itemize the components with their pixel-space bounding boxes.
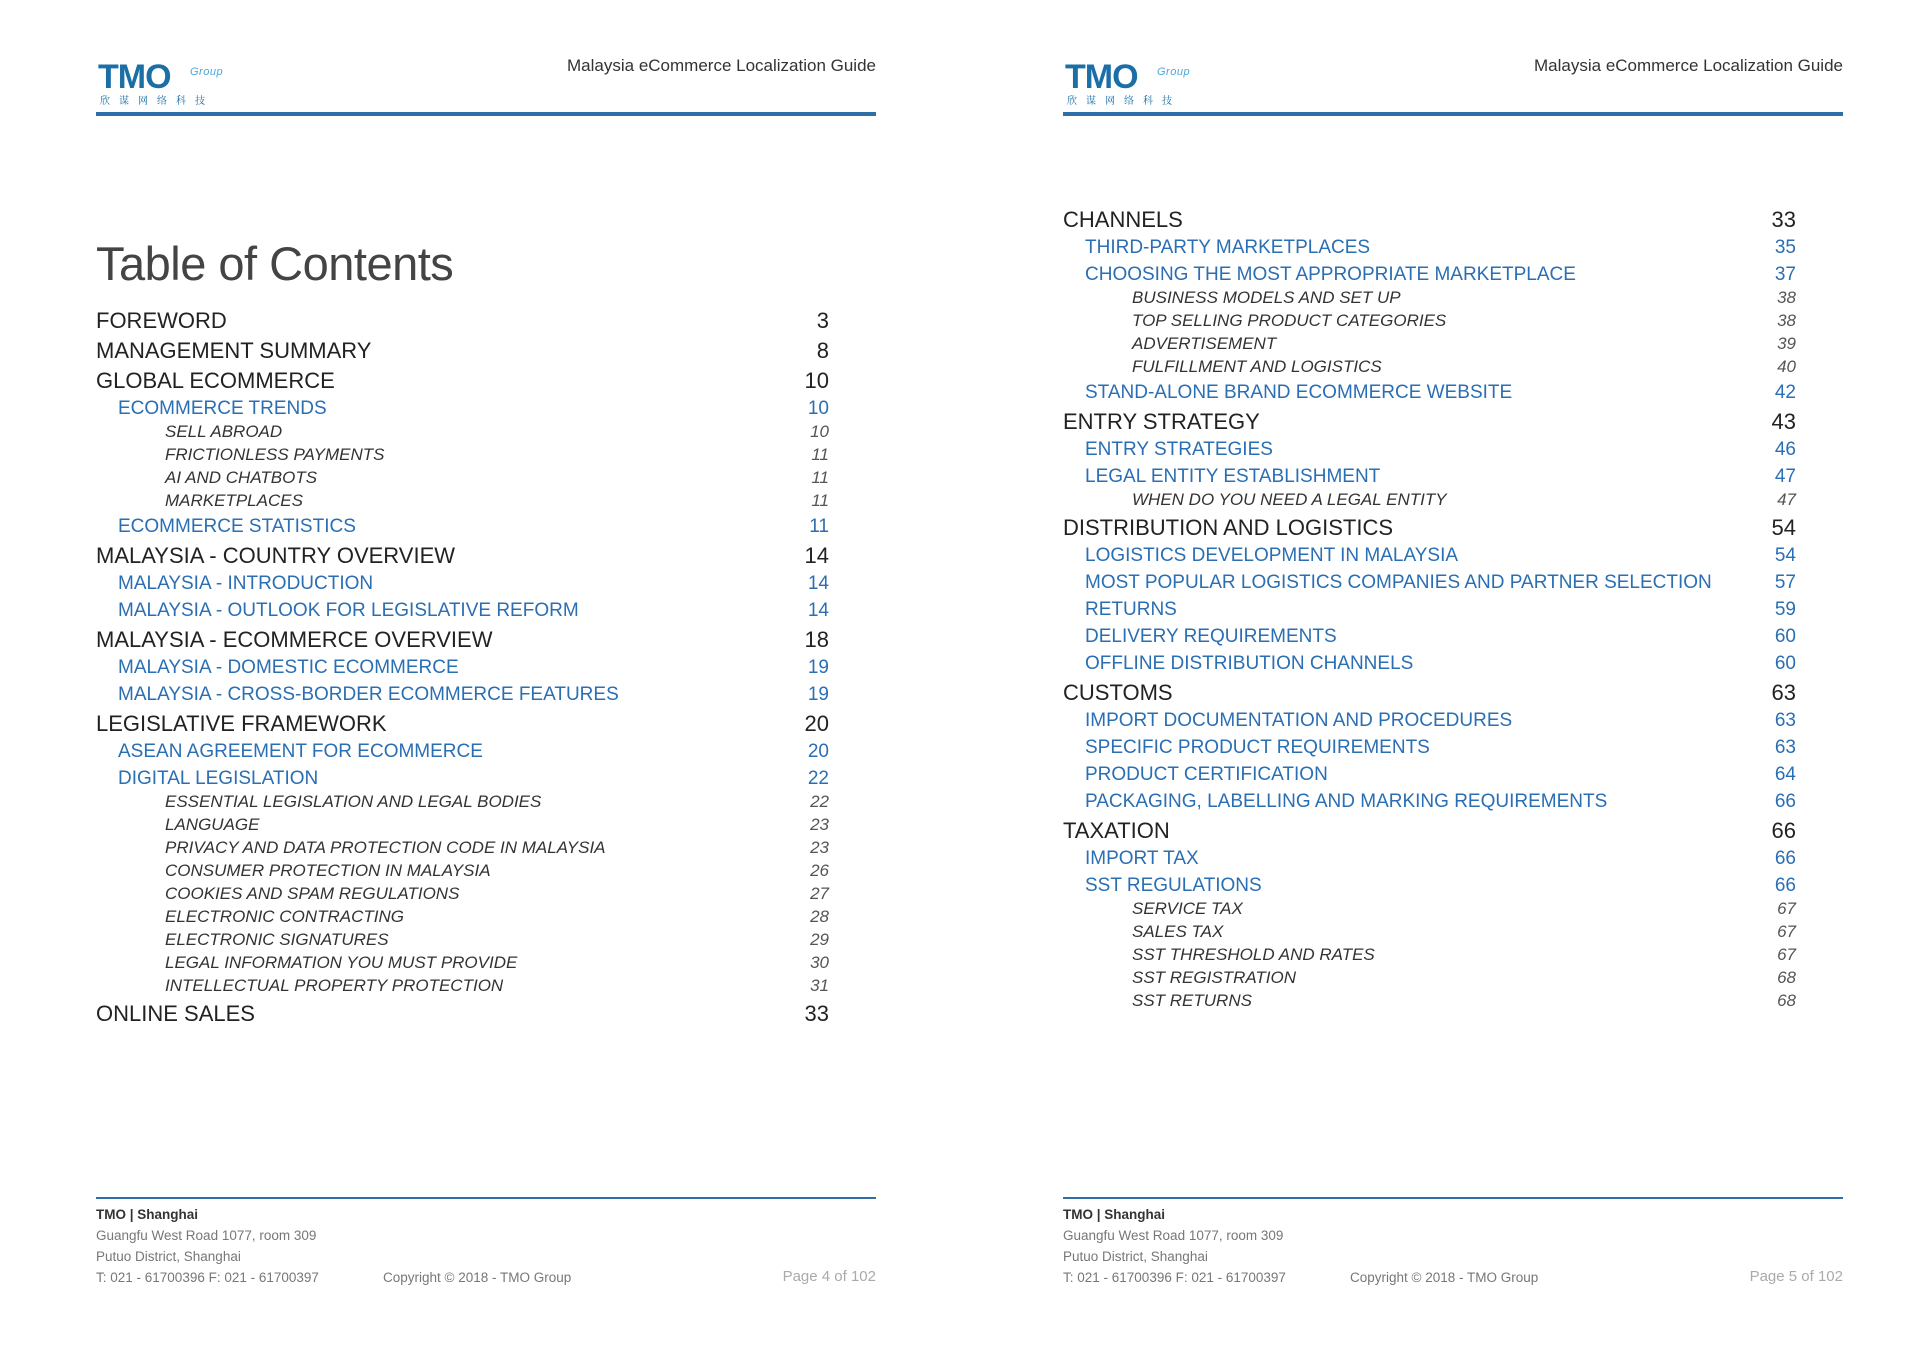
toc-entry-title: MALAYSIA - CROSS-BORDER ECOMMERCE FEATURES bbox=[118, 684, 619, 705]
toc-entry-page: 10 bbox=[810, 422, 829, 441]
toc-entry-title: SELL ABROAD bbox=[165, 422, 283, 441]
toc-entry-page: 19 bbox=[807, 657, 829, 678]
toc-entry[interactable] bbox=[96, 655, 829, 685]
toc-entry-page: 10 bbox=[804, 368, 829, 393]
toc-entry[interactable] bbox=[1063, 597, 1796, 627]
toc-entry-title: COOKIES AND SPAM REGULATIONS bbox=[165, 884, 460, 903]
footer-address-line2: Putuo District, Shanghai bbox=[96, 1249, 241, 1264]
toc-entry-title: WHEN DO YOU NEED A LEGAL ENTITY bbox=[1132, 490, 1447, 509]
toc-entry-page: 31 bbox=[810, 976, 829, 995]
logo-chinese-name: 欣谋网络科技 bbox=[1067, 96, 1181, 107]
toc-entry-page: 67 bbox=[1777, 945, 1796, 964]
toc-entry[interactable] bbox=[96, 739, 829, 769]
logo-mark: TMO bbox=[98, 58, 171, 96]
toc-entry[interactable] bbox=[96, 682, 829, 712]
toc-entry-page: 54 bbox=[1774, 545, 1796, 566]
toc-entry-page: 64 bbox=[1774, 764, 1796, 785]
toc-entry-page: 20 bbox=[807, 741, 829, 762]
toc-entry-page: 18 bbox=[804, 627, 829, 652]
toc-entry-title: CHOOSING THE MOST APPROPRIATE MARKETPLACE bbox=[1085, 264, 1576, 285]
toc-entry-title: PRODUCT CERTIFICATION bbox=[1085, 764, 1328, 785]
toc-entry-page: 33 bbox=[804, 1001, 829, 1026]
document-title: Malaysia eCommerce Localization Guide bbox=[1534, 56, 1843, 75]
footer-address-line2: Putuo District, Shanghai bbox=[1063, 1249, 1208, 1264]
logo-mark: TMO bbox=[1065, 58, 1138, 96]
toc-entry-title: MANAGEMENT SUMMARY bbox=[96, 338, 372, 363]
tmo-logo bbox=[1065, 60, 1225, 110]
toc-entry-page: 66 bbox=[1771, 818, 1796, 843]
toc-entry-page: 68 bbox=[1777, 991, 1796, 1010]
toc-entry[interactable] bbox=[1063, 789, 1796, 819]
toc-entry-title: LEGISLATIVE FRAMEWORK bbox=[96, 711, 387, 736]
toc-entry[interactable] bbox=[1063, 380, 1796, 410]
toc-entry-page: 40 bbox=[1777, 357, 1796, 376]
toc-entry[interactable] bbox=[1063, 846, 1796, 876]
toc-entry[interactable] bbox=[1063, 624, 1796, 654]
footer-phone: T: 021 - 61700396 F: 021 - 61700397 bbox=[1063, 1270, 1286, 1285]
toc-entry-page: 67 bbox=[1777, 899, 1796, 918]
tmo-logo bbox=[98, 60, 258, 110]
toc-entry-page: 60 bbox=[1774, 653, 1796, 674]
toc-entry-title: FRICTIONLESS PAYMENTS bbox=[165, 445, 385, 464]
toc-entry-title: CUSTOMS bbox=[1063, 680, 1173, 705]
toc-entry-title: SALES TAX bbox=[1132, 922, 1224, 941]
toc-entry-title: CONSUMER PROTECTION IN MALAYSIA bbox=[165, 861, 491, 880]
toc-entry-title: SPECIFIC PRODUCT REQUIREMENTS bbox=[1085, 737, 1430, 758]
toc-entry-title: ELECTRONIC CONTRACTING bbox=[165, 907, 404, 926]
toc-entry-page: 68 bbox=[1777, 968, 1796, 987]
toc-entry-page: 27 bbox=[810, 884, 829, 903]
toc-entry[interactable] bbox=[1063, 989, 1796, 1019]
toc-entry-page: 3 bbox=[816, 308, 829, 333]
toc-entry-page: 67 bbox=[1777, 922, 1796, 941]
toc-entry-title: SERVICE TAX bbox=[1132, 899, 1243, 918]
toc-entry[interactable] bbox=[96, 571, 829, 601]
toc-entry-title: ASEAN AGREEMENT FOR ECOMMERCE bbox=[118, 741, 483, 762]
page-footer bbox=[96, 1197, 876, 1297]
toc-entry-title: LEGAL ENTITY ESTABLISHMENT bbox=[1085, 466, 1381, 487]
toc-entry-page: 54 bbox=[1771, 515, 1796, 540]
toc-entry-title: ADVERTISEMENT bbox=[1132, 334, 1277, 353]
toc-entry-page: 39 bbox=[1777, 334, 1796, 353]
toc-entry-title: MALAYSIA - ECOMMERCE OVERVIEW bbox=[96, 627, 493, 652]
toc-entry-title: TAXATION bbox=[1063, 818, 1170, 843]
toc-entry[interactable] bbox=[96, 626, 829, 656]
page-number: Page 5 of 102 bbox=[1749, 1268, 1843, 1285]
document-title: Malaysia eCommerce Localization Guide bbox=[567, 56, 876, 75]
page-number: Page 4 of 102 bbox=[782, 1268, 876, 1285]
toc-entry-page: 59 bbox=[1774, 599, 1796, 620]
toc-entry-page: 46 bbox=[1774, 439, 1796, 460]
logo-chinese-name: 欣谋网络科技 bbox=[100, 96, 214, 107]
toc-entry-title: RETURNS bbox=[1085, 599, 1177, 620]
footer-company: TMO | Shanghai bbox=[96, 1207, 199, 1222]
toc-entry-title: IMPORT TAX bbox=[1085, 848, 1199, 869]
toc-entry-page: 63 bbox=[1774, 737, 1796, 758]
toc-entry-page: 38 bbox=[1777, 288, 1796, 307]
footer-address-line1: Guangfu West Road 1077, room 309 bbox=[1063, 1228, 1284, 1243]
toc-entry[interactable] bbox=[96, 514, 829, 544]
footer-copyright: Copyright © 2018 - TMO Group bbox=[383, 1270, 572, 1285]
toc-entry-title: SST REGULATIONS bbox=[1085, 875, 1262, 896]
footer-copyright: Copyright © 2018 - TMO Group bbox=[1350, 1270, 1539, 1285]
toc-entry-page: 19 bbox=[807, 684, 829, 705]
toc-entry-title: IMPORT DOCUMENTATION AND PROCEDURES bbox=[1085, 710, 1513, 731]
toc-entry-page: 11 bbox=[811, 445, 829, 464]
toc-entry-title: FULFILLMENT AND LOGISTICS bbox=[1132, 357, 1382, 376]
toc-entry-page: 33 bbox=[1771, 207, 1796, 232]
toc-entry-page: 22 bbox=[810, 792, 829, 811]
toc-entry-page: 10 bbox=[807, 398, 829, 419]
toc-entry-page: 37 bbox=[1774, 264, 1796, 285]
footer-phone: T: 021 - 61700396 F: 021 - 61700397 bbox=[96, 1270, 319, 1285]
toc-entry-page: 14 bbox=[804, 543, 829, 568]
toc-entry[interactable] bbox=[96, 367, 829, 397]
toc-entry-title: ELECTRONIC SIGNATURES bbox=[165, 930, 389, 949]
toc-entry-title: LANGUAGE bbox=[165, 815, 260, 834]
toc-entry-page: 63 bbox=[1774, 710, 1796, 731]
toc-entry-page: 47 bbox=[1774, 466, 1796, 487]
toc-entry-title: LEGAL INFORMATION YOU MUST PROVIDE bbox=[165, 953, 518, 972]
toc-entry-title: ONLINE SALES bbox=[96, 1001, 255, 1026]
logo-group-label: Group bbox=[1157, 66, 1191, 78]
toc-entry-page: 11 bbox=[809, 516, 829, 537]
toc-entry-page: 57 bbox=[1774, 572, 1796, 593]
toc-entry-title: DISTRIBUTION AND LOGISTICS bbox=[1063, 515, 1394, 540]
toc-entry-page: 35 bbox=[1774, 237, 1796, 258]
toc-entry-title: OFFLINE DISTRIBUTION CHANNELS bbox=[1085, 653, 1414, 674]
toc-entry-page: 20 bbox=[804, 711, 829, 736]
footer-address-line1: Guangfu West Road 1077, room 309 bbox=[96, 1228, 317, 1243]
toc-entry-title: SST RETURNS bbox=[1132, 991, 1252, 1010]
toc-entry[interactable] bbox=[1063, 735, 1796, 765]
toc-entry[interactable] bbox=[96, 710, 829, 740]
toc-entry[interactable] bbox=[1063, 235, 1796, 265]
toc-entry-page: 22 bbox=[807, 768, 829, 789]
toc-entry-title: MALAYSIA - INTRODUCTION bbox=[118, 573, 374, 594]
toc-entry-page: 14 bbox=[807, 600, 829, 621]
header-divider bbox=[1063, 112, 1843, 116]
toc-entry-title: AI AND CHATBOTS bbox=[165, 468, 318, 487]
toc-entry-page: 30 bbox=[810, 953, 829, 972]
toc-entry[interactable] bbox=[96, 307, 829, 337]
footer-divider bbox=[1063, 1197, 1843, 1199]
toc-entry-page: 23 bbox=[810, 838, 829, 857]
toc-entry-title: INTELLECTUAL PROPERTY PROTECTION bbox=[165, 976, 504, 995]
toc-entry-title: THIRD-PARTY MARKETPLACES bbox=[1085, 237, 1371, 258]
toc-entry-title: MOST POPULAR LOGISTICS COMPANIES AND PARTNER SELECTION bbox=[1085, 572, 1712, 593]
toc-entry-page: 66 bbox=[1774, 875, 1796, 896]
toc-entry-title: ESSENTIAL LEGISLATION AND LEGAL BODIES bbox=[165, 792, 542, 811]
toc-entry[interactable] bbox=[1063, 679, 1796, 709]
header-divider bbox=[96, 112, 876, 116]
toc-entry-title: ENTRY STRATEGY bbox=[1063, 409, 1260, 434]
toc-entry-page: 43 bbox=[1771, 409, 1796, 434]
toc-entry-title: STAND-ALONE BRAND ECOMMERCE WEBSITE bbox=[1085, 382, 1513, 403]
toc-entry-title: LOGISTICS DEVELOPMENT IN MALAYSIA bbox=[1085, 545, 1459, 566]
toc-entry-title: DIGITAL LEGISLATION bbox=[118, 768, 319, 789]
footer-divider bbox=[96, 1197, 876, 1199]
toc-entry[interactable] bbox=[1063, 408, 1796, 438]
toc-entry-title: PRIVACY AND DATA PROTECTION CODE IN MALAYSIA bbox=[165, 838, 606, 857]
toc-entry-title: MARKETPLACES bbox=[165, 491, 303, 510]
footer-company: TMO | Shanghai bbox=[1063, 1207, 1166, 1222]
toc-entry-title: MALAYSIA - DOMESTIC ECOMMERCE bbox=[118, 657, 459, 678]
toc-entry-title: MALAYSIA - OUTLOOK FOR LEGISLATIVE REFORM bbox=[118, 600, 579, 621]
toc-entry-page: 14 bbox=[807, 573, 829, 594]
toc-entry[interactable] bbox=[1063, 762, 1796, 792]
toc-entry[interactable] bbox=[1063, 437, 1796, 467]
toc-entry[interactable] bbox=[96, 598, 829, 628]
toc-entry-page: 66 bbox=[1774, 791, 1796, 812]
toc-entry-title: PACKAGING, LABELLING AND MARKING REQUIREMENTS bbox=[1085, 791, 1608, 812]
toc-entry[interactable] bbox=[1063, 543, 1796, 573]
toc-entry[interactable] bbox=[96, 542, 829, 572]
toc-entry-page: 42 bbox=[1774, 382, 1796, 403]
toc-entry-page: 29 bbox=[810, 930, 829, 949]
toc-entry-title: TOP SELLING PRODUCT CATEGORIES bbox=[1132, 311, 1447, 330]
toc-entry-title: ECOMMERCE STATISTICS bbox=[118, 516, 356, 537]
toc-entry-title: BUSINESS MODELS AND SET UP bbox=[1132, 288, 1401, 307]
toc-entry-title: ECOMMERCE TRENDS bbox=[118, 398, 327, 419]
toc-entry[interactable] bbox=[96, 1000, 829, 1030]
toc-entry-page: 26 bbox=[810, 861, 829, 880]
toc-entry[interactable] bbox=[1063, 651, 1796, 681]
toc-entry-title: FOREWORD bbox=[96, 308, 227, 333]
toc-entry-page: 47 bbox=[1777, 490, 1796, 509]
toc-entry-title: MALAYSIA - COUNTRY OVERVIEW bbox=[96, 543, 456, 568]
toc-entry[interactable] bbox=[1063, 570, 1796, 600]
toc-entry-title: CHANNELS bbox=[1063, 207, 1183, 232]
toc-entry-page: 38 bbox=[1777, 311, 1796, 330]
toc-entry-title: SST REGISTRATION bbox=[1132, 968, 1297, 987]
toc-entry-page: 23 bbox=[810, 815, 829, 834]
toc-entry-page: 11 bbox=[811, 491, 829, 510]
left-page bbox=[96, 0, 876, 1360]
page-header bbox=[1063, 50, 1843, 118]
toc-entry[interactable] bbox=[96, 337, 829, 367]
page-header bbox=[96, 50, 876, 118]
toc-entry-title: GLOBAL ECOMMERCE bbox=[96, 368, 335, 393]
toc-entry-page: 66 bbox=[1774, 848, 1796, 869]
toc-entry-page: 60 bbox=[1774, 626, 1796, 647]
toc-entry-title: ENTRY STRATEGIES bbox=[1085, 439, 1273, 460]
toc-entry-page: 11 bbox=[811, 468, 829, 487]
toc-entry[interactable] bbox=[1063, 817, 1796, 847]
toc-entry-page: 63 bbox=[1771, 680, 1796, 705]
page-footer bbox=[1063, 1197, 1843, 1297]
toc-entry[interactable] bbox=[1063, 206, 1796, 236]
toc-entry[interactable] bbox=[1063, 708, 1796, 738]
toc-entry-page: 8 bbox=[816, 338, 829, 363]
logo-group-label: Group bbox=[190, 66, 224, 78]
toc-entry-page: 28 bbox=[810, 907, 829, 926]
right-page bbox=[1063, 0, 1843, 1360]
toc-entry[interactable] bbox=[1063, 514, 1796, 544]
toc-entry-title: SST THRESHOLD AND RATES bbox=[1132, 945, 1375, 964]
toc-entry-title: DELIVERY REQUIREMENTS bbox=[1085, 626, 1337, 647]
page-title: Table of Contents bbox=[96, 237, 454, 291]
